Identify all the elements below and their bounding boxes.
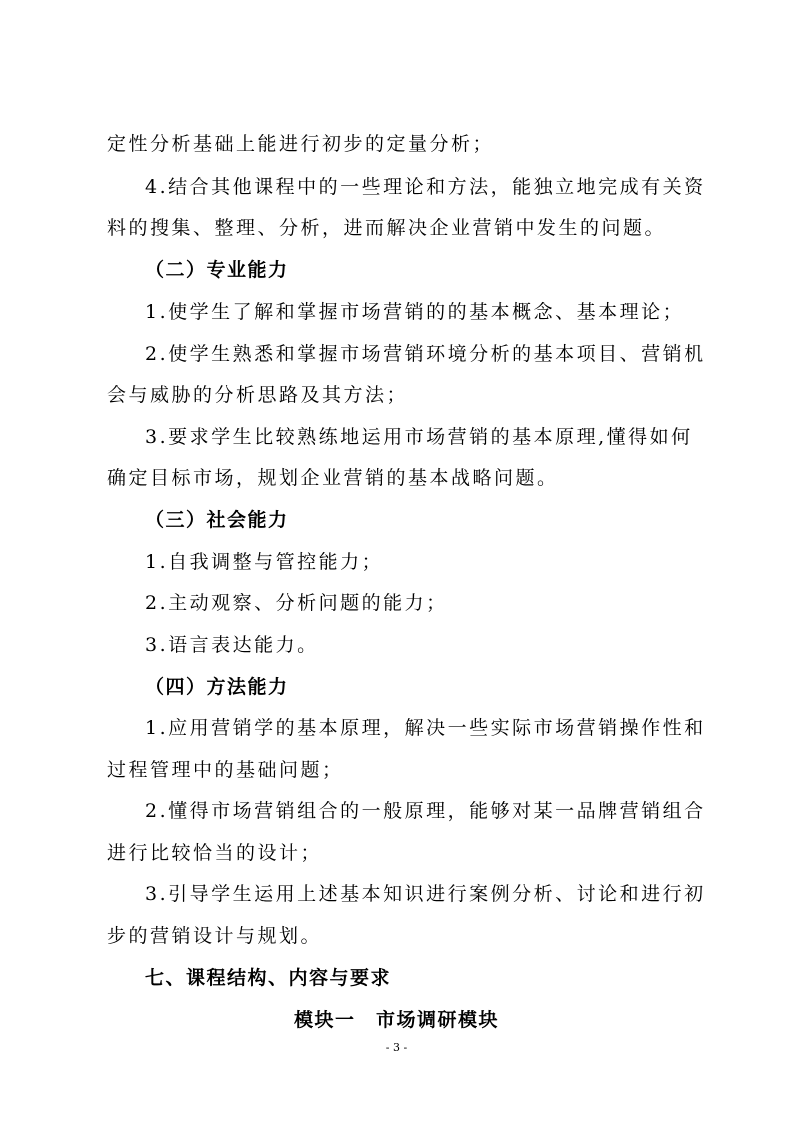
- section-heading: （三）社会能力: [145, 509, 289, 531]
- list-item-line: 1.使学生了解和掌握市场营销的的基本概念、基本理论；: [145, 301, 685, 323]
- paragraph-line: 过程管理中的基础问题；: [107, 759, 344, 781]
- paragraph-line: 定性分析基础上能进行初步的定量分析；: [107, 133, 495, 155]
- paragraph-line: 步的营销设计与规划。: [107, 925, 323, 947]
- paragraph-line: 确定目标市场，规划企业营销的基本战略问题。: [107, 467, 559, 489]
- list-item-line: 1.应用营销学的基本原理，解决一些实际市场营销操作性和: [145, 717, 706, 739]
- list-item-line: 4.结合其他课程中的一些理论和方法，能独立地完成有关资: [145, 176, 706, 198]
- paragraph-line: 会与威胁的分析思路及其方法；: [107, 384, 409, 406]
- list-item-line: 3.要求学生比较熟练地运用市场营销的基本原理,懂得如何: [145, 426, 693, 448]
- list-item-line: 2.使学生熟悉和掌握市场营销环境分析的基本项目、营销机: [145, 343, 706, 365]
- paragraph-line: 料的搜集、整理、分析，进而解决企业营销中发生的问题。: [107, 217, 667, 239]
- list-item-line: 2.主动观察、分析问题的能力；: [145, 592, 448, 614]
- section-heading: （二）专业能力: [145, 259, 289, 281]
- module-title: 模块一 市场调研模块: [293, 1009, 499, 1031]
- section-heading: （四）方法能力: [145, 676, 289, 698]
- list-item-line: 2.懂得市场营销组合的一般原理，能够对某一品牌营销组合: [145, 800, 706, 822]
- page-number: - 3 -: [385, 1041, 408, 1054]
- chapter-heading: 七、课程结构、内容与要求: [145, 967, 392, 989]
- list-item-line: 3.引导学生运用上述基本知识进行案例分析、讨论和进行初: [145, 883, 706, 905]
- list-item-line: 3.语言表达能力。: [145, 634, 319, 656]
- paragraph-line: 进行比较恰当的设计；: [107, 842, 323, 864]
- list-item-line: 1.自我调整与管控能力；: [145, 551, 384, 573]
